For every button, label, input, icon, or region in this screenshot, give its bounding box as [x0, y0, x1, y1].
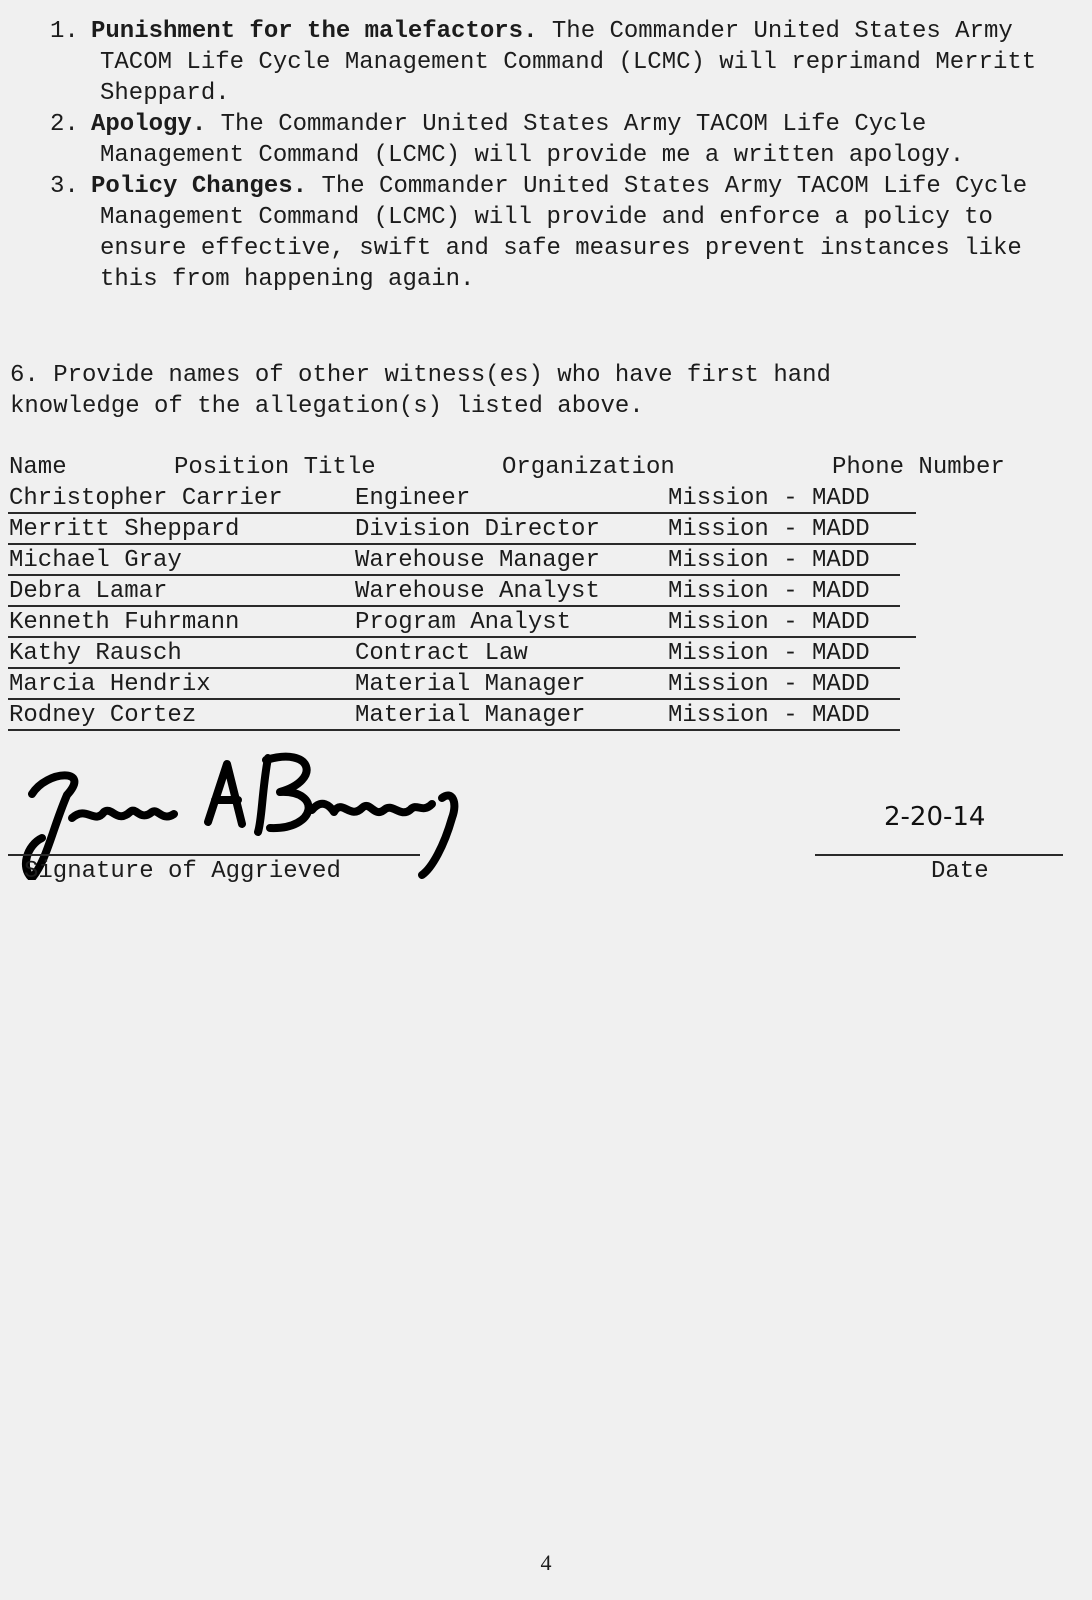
remedy-text: The Commander United States Army TACOM Life Cycle Management Command (LCMC) will provide and enforce a policy to ensure effective, swift and safe measures prevent instances like this from happening again.	[100, 173, 1028, 293]
cell-name: Michael Gray	[9, 547, 182, 574]
witness-table-header	[0, 452, 1092, 483]
date-label: Date	[931, 858, 989, 885]
question-6-line: knowledge of the allegation(s) listed above.	[10, 393, 644, 420]
cell-name: Marcia Hendrix	[9, 671, 211, 698]
remedy-item	[0, 109, 1092, 171]
remedy-text: The Commander United States Army TACOM Life Cycle Management Command (LCMC) will reprimand Merritt Sheppard.	[100, 18, 1037, 107]
remedy-number: 2.	[50, 111, 79, 138]
page-number: 4	[540, 1550, 552, 1575]
cell-name: Kathy Rausch	[9, 640, 182, 667]
cell-position: Material Manager	[355, 671, 586, 698]
cell-position: Division Director	[355, 516, 600, 543]
header-phone: Phone Number	[832, 454, 1005, 481]
cell-organization: Mission - MADD	[668, 547, 870, 574]
header-name: Name	[9, 454, 67, 481]
table-row	[0, 514, 1092, 545]
row-underline	[8, 729, 900, 731]
table-row	[0, 576, 1092, 607]
table-row	[0, 607, 1092, 638]
remedies-list	[0, 16, 1092, 295]
cell-name: Kenneth Fuhrmann	[9, 609, 240, 636]
remedy-number: 1.	[50, 18, 79, 45]
signature-line	[8, 854, 420, 856]
remedy-item	[0, 171, 1092, 295]
remedy-number: 3.	[50, 173, 79, 200]
cell-position: Material Manager	[355, 702, 586, 729]
cell-organization: Mission - MADD	[668, 609, 870, 636]
cell-organization: Mission - MADD	[668, 516, 870, 543]
cell-organization: Mission - MADD	[668, 578, 870, 605]
cell-position: Contract Law	[355, 640, 528, 667]
remedy-item	[0, 16, 1092, 109]
cell-position: Engineer	[355, 485, 471, 512]
cell-organization: Mission - MADD	[668, 640, 870, 667]
question-6-line: 6. Provide names of other witness(es) who have first hand	[10, 362, 831, 389]
table-row	[0, 669, 1092, 700]
cell-position: Warehouse Analyst	[355, 578, 600, 605]
table-row	[0, 545, 1092, 576]
remedy-title: Apology.	[91, 111, 207, 138]
signature-label: Signature of Aggrieved	[24, 858, 341, 885]
table-row	[0, 638, 1092, 669]
question-6	[10, 360, 1070, 422]
remedy-text: The Commander United States Army TACOM Life Cycle Management Command (LCMC) will provide me a written apology.	[100, 111, 965, 169]
date-line	[815, 854, 1063, 856]
signature-block	[0, 750, 1092, 900]
header-organization: Organization	[502, 454, 675, 481]
header-position: Position Title	[174, 454, 376, 481]
cell-name: Christopher Carrier	[9, 485, 283, 512]
cell-organization: Mission - MADD	[668, 671, 870, 698]
table-row	[0, 700, 1092, 731]
cell-organization: Mission - MADD	[668, 702, 870, 729]
cell-position: Program Analyst	[355, 609, 572, 636]
remedy-title: Policy Changes.	[91, 173, 308, 200]
witness-table-rows	[0, 483, 1092, 731]
table-row	[0, 483, 1092, 514]
cell-organization: Mission - MADD	[668, 485, 870, 512]
cell-name: Debra Lamar	[9, 578, 168, 605]
date-value: 2-20-14	[884, 802, 986, 832]
cell-name: Merritt Sheppard	[9, 516, 240, 543]
cell-name: Rodney Cortez	[9, 702, 197, 729]
remedy-title: Punishment for the malefactors.	[91, 18, 538, 45]
cell-position: Warehouse Manager	[355, 547, 600, 574]
